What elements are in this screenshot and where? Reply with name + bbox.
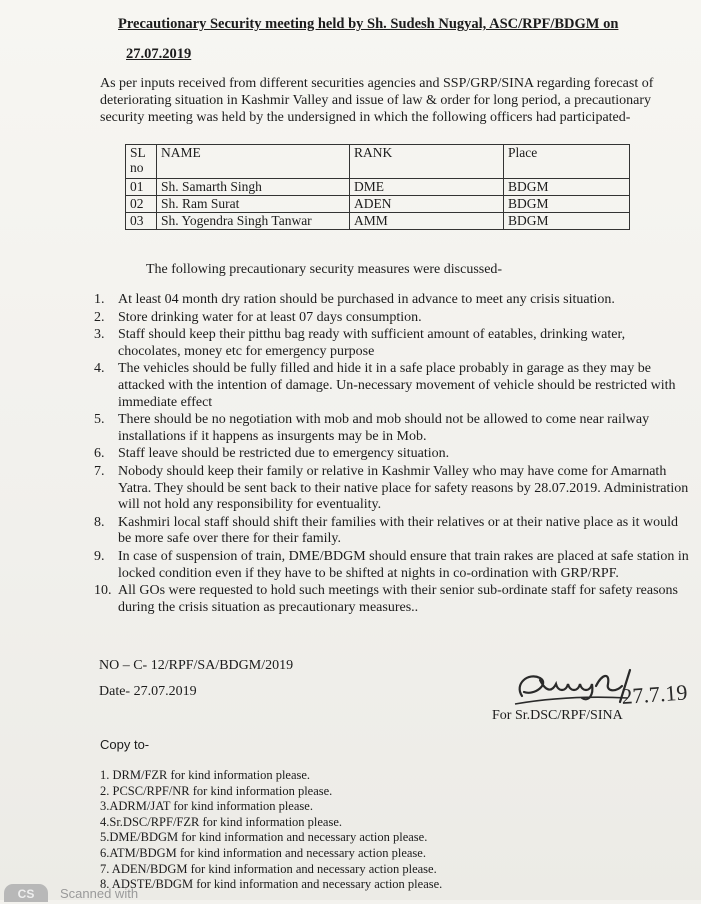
list-item-number: 7.: [94, 463, 105, 479]
list-item: [94, 327, 689, 360]
table-cell: DME: [350, 179, 504, 196]
list-item: [94, 292, 689, 309]
list-item-number: 2.: [94, 309, 105, 325]
list-item: 1. DRM/FZR for kind information please.: [100, 768, 311, 782]
list-item-text: In case of suspension of train, DME/BDGM should ensure that train rakes are placed at safe station in locked condition even if they have to be shifted at nights in co-ordination with GRP/RPF.: [118, 548, 689, 581]
table-cell: BDGM: [504, 213, 630, 230]
table-row: [126, 179, 630, 196]
table-cell: ADEN: [350, 196, 504, 213]
list-item-text: Store drinking water for at least 07 days consumption.: [118, 309, 422, 325]
table-cell: BDGM: [504, 179, 630, 196]
camscanner-logo-icon: CS: [4, 884, 48, 902]
list-item-number: 4.: [94, 361, 105, 377]
list-item-number: 1.: [94, 292, 105, 307]
watermark-text: Scanned with: [60, 885, 139, 901]
issue-date: Date- 27.07.2019: [99, 684, 197, 699]
table-cell: AMM: [350, 213, 504, 230]
header-cell: SL no: [126, 145, 157, 179]
document-title-date: 27.07.2019: [126, 46, 192, 62]
list-item: 7. ADEN/BDGM for kind information and necessary action please.: [100, 861, 437, 876]
list-item-number: 10.: [94, 583, 112, 599]
table-cell: Sh. Samarth Singh: [157, 179, 350, 196]
signature-date: 27.7.19: [620, 679, 689, 709]
list-item-number: 5.: [94, 412, 105, 428]
measures-intro: The following precautionary security measures were discussed-: [146, 262, 503, 277]
document-title: Precautionary Security meeting held by Sh. Sudesh Nugyal, ASC/RPF/BDGM on: [118, 16, 619, 32]
list-item: 5.DME/BDGM for kind information and necessary action please.: [100, 830, 428, 845]
list-item: 6.ATM/BDGM for kind information and necessary action please.: [100, 845, 426, 860]
list-item-text: Staff leave should be restricted due to emergency situation.: [118, 446, 450, 462]
reference-number: NO – C- 12/RPF/SA/BDGM/2019: [99, 658, 294, 673]
list-item: [94, 446, 689, 463]
table-row: [126, 196, 630, 213]
intro-paragraph: As per inputs received from different securities agencies and SSP/GRP/SINA regarding forecast of deteriorating situation in Kashmir Valley and issue of law & order for long period, a precautionary security meeting was held by the undersigned in which the following officers had participated-: [100, 76, 654, 125]
list-item: [94, 361, 689, 411]
list-item-text: At least 04 month dry ration should be purchased in advance to meet any crisis situation.: [118, 292, 615, 307]
list-item: [94, 583, 689, 616]
list-item: 3.ADRM/JAT for kind information please.: [100, 799, 313, 814]
header-cell: Place: [504, 145, 630, 179]
header-cell: RANK: [350, 145, 504, 179]
copy-to-list: [100, 768, 520, 893]
table-cell: Sh. Ram Surat: [157, 196, 350, 213]
list-item-number: 3.: [94, 327, 105, 343]
table-cell: BDGM: [504, 196, 630, 213]
table-row: [126, 213, 630, 230]
list-item: [94, 549, 689, 582]
header-cell: NAME: [157, 145, 350, 179]
list-item: 2. PCSC/RPF/NR for kind information please.: [100, 783, 333, 798]
table-cell: 03: [126, 213, 157, 230]
list-item-text: Kashmiri local staff should shift their families with their relatives or at their native place as it would be more safe over there for their family.: [118, 514, 678, 547]
list-item-text: Staff should keep their pitthu bag ready with sufficient amount of eatables, drinking water, chocolates, money etc for emergency purpose: [118, 327, 626, 359]
table-header-row: [126, 145, 630, 179]
list-item-number: 6.: [94, 446, 105, 462]
copy-to-label: Copy to-: [100, 737, 150, 752]
list-item-text: There should be no negotiation with mob and mob should not be allowed to come near railway installations if it happens as insurgents may be in Mob.: [118, 412, 650, 444]
signatory-line: For Sr.DSC/RPF/SINA: [492, 708, 623, 723]
list-item: 8. ADSTE/BDGM for kind information and necessary action please.: [100, 877, 443, 892]
list-item: [94, 515, 689, 548]
measures-list: [94, 292, 689, 617]
list-item: 4.Sr.DSC/RPF/FZR for kind information please.: [100, 814, 343, 829]
table-cell: 01: [126, 179, 157, 196]
list-item: [94, 310, 689, 327]
table-cell: Sh. Yogendra Singh Tanwar: [157, 213, 350, 230]
scanner-watermark: [4, 884, 138, 902]
list-item: [94, 464, 689, 514]
list-item-text: Nobody should keep their family or relative in Kashmir Valley who may have come for Amarnath Yatra. They should be sent back to their native place for safety reasons by 28.07.2019. Administration will not hold any responsibility for eventuality.: [118, 463, 689, 513]
list-item-text: The vehicles should be fully filled and hide it in a safe place probably in garage as they may be attacked with the intention of damage. Un-necessary movement of vehicle should be restricted with immediate effect: [118, 361, 676, 410]
table-cell: 02: [126, 196, 157, 213]
list-item-text: All GOs were requested to hold such meetings with their senior sub-ordinate staff for safety reasons during the crisis situation as precautionary measures..: [118, 583, 678, 615]
list-item-number: 8.: [94, 514, 105, 530]
officers-table: [125, 144, 630, 230]
list-item-number: 9.: [94, 548, 105, 564]
list-item: [94, 412, 689, 445]
